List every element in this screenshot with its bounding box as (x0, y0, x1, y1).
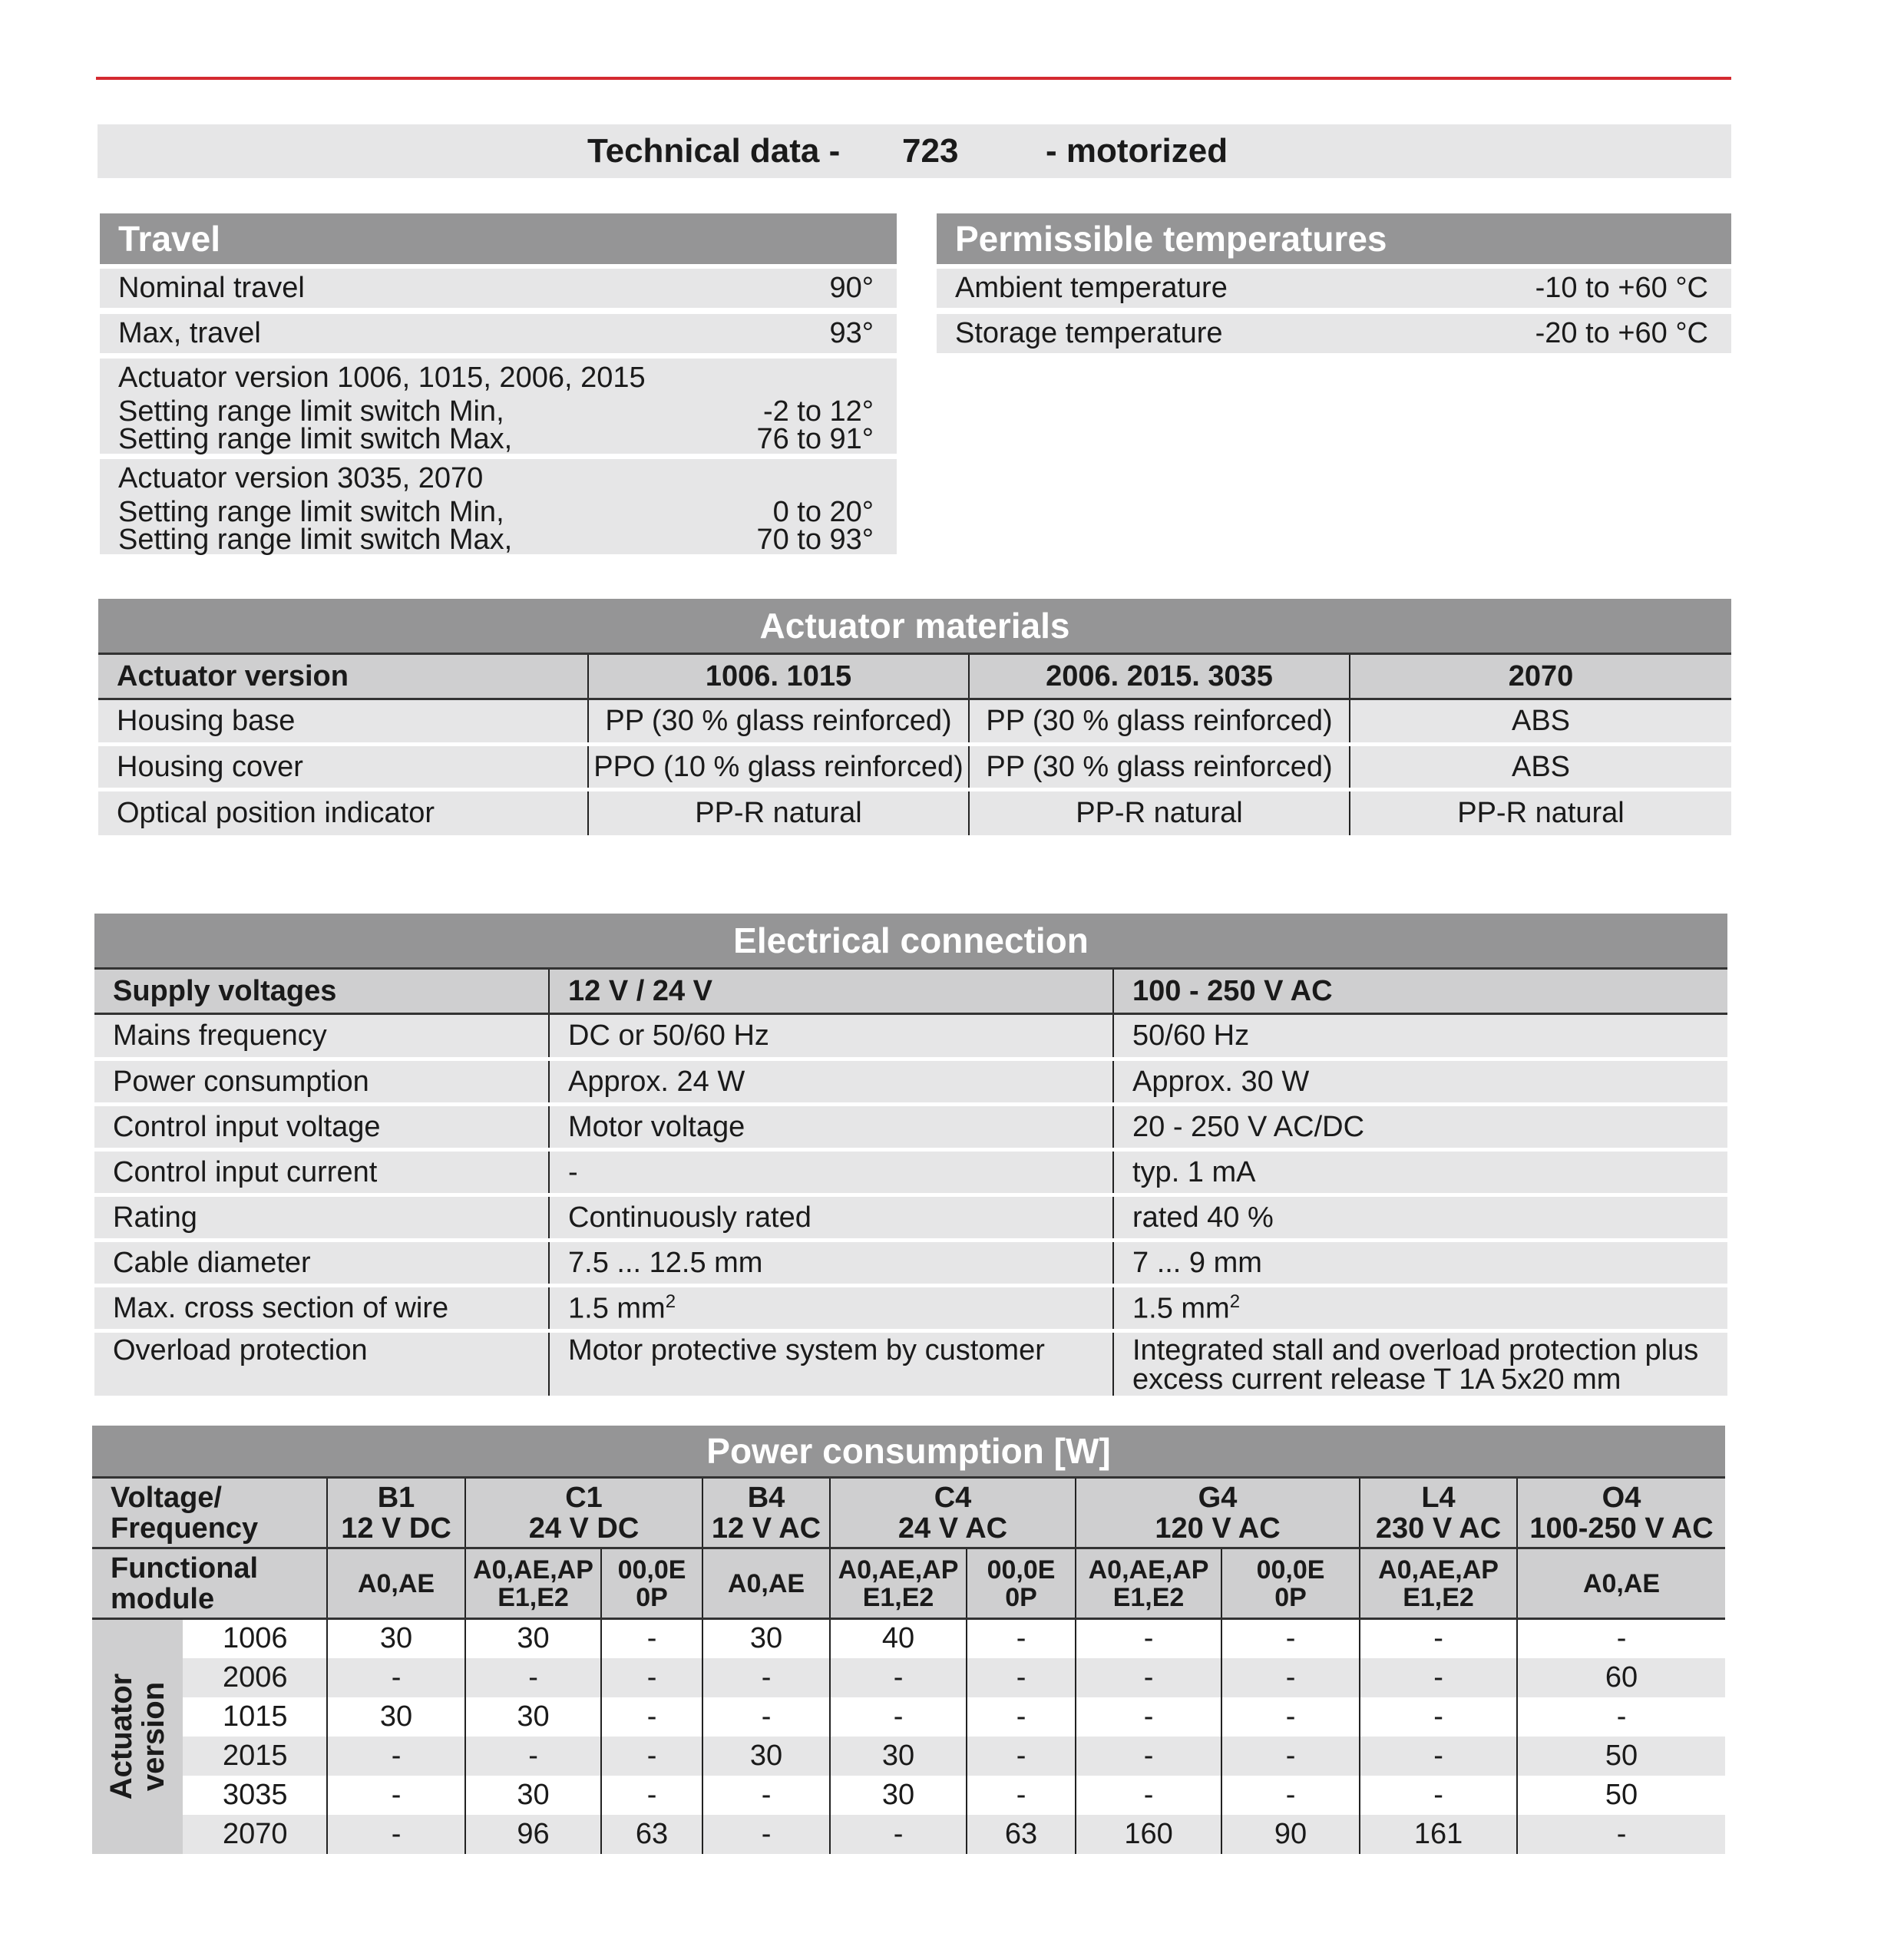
electrical-cell: 20 - 250 V AC/DC (1113, 1105, 1727, 1150)
travel-group-2-max-value: 70 to 93° (756, 524, 874, 556)
materials-cell: PP-R natural (588, 790, 969, 835)
travel-group-1-heading: Actuator version 1006, 1015, 2006, 2015 (118, 362, 646, 394)
power-cell: 90 (1221, 1815, 1360, 1854)
voltage-group-header: C1 24 V DC (465, 1478, 702, 1548)
temperature-storage-label: Storage temperature (955, 317, 1223, 349)
power-cell: - (601, 1737, 702, 1776)
temperature-ambient-label: Ambient temperature (955, 272, 1228, 304)
power-cell: 96 (465, 1815, 601, 1854)
electrical-cell: Overload protection (94, 1331, 549, 1396)
power-cell: 160 (1076, 1815, 1221, 1854)
power-cell: - (967, 1776, 1076, 1815)
materials-cell: ABS (1350, 745, 1731, 790)
power-cell: 30 (702, 1737, 830, 1776)
power-cell: - (1076, 1737, 1221, 1776)
voltage-group-header: B4 12 V AC (702, 1478, 830, 1548)
materials-row (98, 790, 1731, 835)
module-header: 00,0E 0P (967, 1548, 1076, 1619)
temperature-row-storage (937, 314, 1731, 353)
power-data-row (92, 1697, 1725, 1737)
power-cell: 40 (830, 1619, 967, 1658)
electrical-section (94, 914, 1727, 1396)
module-header: A0,AE (327, 1548, 465, 1619)
electrical-cell (549, 1286, 1113, 1331)
electrical-cell: Power consumption (94, 1059, 549, 1105)
power-row-version: 1006 (183, 1619, 327, 1658)
power-table (92, 1476, 1725, 1854)
power-data-row (92, 1776, 1725, 1815)
voltage-group-header: C4 24 V AC (830, 1478, 1076, 1548)
travel-nominal-row (100, 269, 897, 308)
electrical-header-cell: 12 V / 24 V (549, 969, 1113, 1014)
travel-max-row (100, 314, 897, 353)
power-cell: - (1076, 1619, 1221, 1658)
travel-group-1-min-value: -2 to 12° (762, 395, 874, 428)
electrical-cell: 7 ... 9 mm (1113, 1241, 1727, 1286)
power-cell: - (601, 1619, 702, 1658)
power-cell: - (1360, 1658, 1517, 1697)
electrical-row (94, 1150, 1727, 1195)
power-cell: 30 (327, 1697, 465, 1737)
materials-header-cell: Actuator version (98, 654, 588, 699)
power-cell: 30 (465, 1697, 601, 1737)
power-data-row (92, 1619, 1725, 1658)
temperature-ambient-value: -10 to +60 °C (1535, 272, 1708, 304)
power-cell: - (1360, 1619, 1517, 1658)
materials-cell: PP (30 % glass reinforced) (588, 699, 969, 745)
voltage-group-header: G4 120 V AC (1076, 1478, 1360, 1548)
materials-cell: Optical position indicator (98, 790, 588, 835)
travel-group-2-min-value: 0 to 20° (772, 496, 874, 528)
electrical-row-wire (94, 1286, 1727, 1331)
power-data-row (92, 1815, 1725, 1854)
travel-title: Travel (100, 213, 897, 264)
power-cell: - (1076, 1658, 1221, 1697)
power-row-version: 3035 (183, 1776, 327, 1815)
power-cell: - (1360, 1737, 1517, 1776)
travel-group-2-heading: Actuator version 3035, 2070 (118, 462, 484, 494)
travel-group-2-min-label: Setting range limit switch Min, (118, 496, 504, 528)
module-header: A0,AE (702, 1548, 830, 1619)
travel-max-label: Max, travel (118, 317, 261, 349)
power-section (92, 1426, 1725, 1854)
travel-group-2 (100, 459, 897, 554)
power-cell: - (601, 1658, 702, 1697)
power-cell: - (465, 1658, 601, 1697)
electrical-cell: DC or 50/60 Hz (549, 1014, 1113, 1059)
voltage-frequency-label: Voltage/ Frequency (92, 1478, 327, 1548)
functional-module-label: Functional module (92, 1548, 327, 1619)
module-header: A0,AE (1517, 1548, 1725, 1619)
temperatures-title: Permissible temperatures (937, 213, 1731, 264)
voltage-group-header: O4 100-250 V AC (1517, 1478, 1725, 1548)
power-cell: - (1517, 1619, 1725, 1658)
module-header: 00,0E 0P (1221, 1548, 1360, 1619)
materials-section (98, 599, 1731, 835)
power-cell: 50 (1517, 1737, 1725, 1776)
power-cell: 60 (1517, 1658, 1725, 1697)
power-cell: 30 (465, 1776, 601, 1815)
power-cell: - (1221, 1697, 1360, 1737)
electrical-cell: Rating (94, 1195, 549, 1241)
electrical-cell (1113, 1331, 1727, 1396)
power-cell: - (967, 1697, 1076, 1737)
electrical-row (94, 1014, 1727, 1059)
electrical-cell: Continuously rated (549, 1195, 1113, 1241)
power-row-version: 2006 (183, 1658, 327, 1697)
overload-line: Integrated stall and overload protection plus (1132, 1334, 1699, 1366)
electrical-header-cell: Supply voltages (94, 969, 549, 1014)
materials-cell: PP-R natural (969, 790, 1350, 835)
power-cell: - (967, 1658, 1076, 1697)
page-title-suffix: - motorized (1046, 132, 1228, 170)
power-cell: - (1360, 1776, 1517, 1815)
power-cell: - (702, 1776, 830, 1815)
travel-group-1-max-value: 76 to 91° (756, 423, 874, 455)
voltage-group-header: B1 12 V DC (327, 1478, 465, 1548)
power-cell: - (830, 1697, 967, 1737)
materials-cell: PP (30 % glass reinforced) (969, 745, 1350, 790)
materials-row (98, 745, 1731, 790)
electrical-row (94, 1241, 1727, 1286)
temperature-storage-value: -20 to +60 °C (1535, 317, 1708, 349)
wire-superscript: 2 (665, 1290, 676, 1312)
power-cell: 30 (465, 1619, 601, 1658)
materials-title: Actuator materials (98, 599, 1731, 653)
power-cell: - (1221, 1776, 1360, 1815)
electrical-row (94, 1059, 1727, 1105)
travel-nominal-value: 90° (829, 272, 874, 304)
electrical-cell: Motor voltage (549, 1105, 1113, 1150)
power-cell: 30 (327, 1619, 465, 1658)
travel-group-1 (100, 359, 897, 454)
power-cell: 63 (601, 1815, 702, 1854)
power-data-row (92, 1658, 1725, 1697)
materials-cell: PP-R natural (1350, 790, 1731, 835)
module-header: A0,AE,AP E1,E2 (1360, 1548, 1517, 1619)
power-cell: - (830, 1658, 967, 1697)
temperatures-panel (937, 213, 1731, 353)
electrical-cell (1113, 1286, 1727, 1331)
power-cell: 50 (1517, 1776, 1725, 1815)
electrical-table (94, 967, 1727, 1396)
power-cell: 63 (967, 1815, 1076, 1854)
header-rule (96, 77, 1731, 80)
electrical-title: Electrical connection (94, 914, 1727, 967)
electrical-cell: 7.5 ... 12.5 mm (549, 1241, 1113, 1286)
materials-header-row (98, 654, 1731, 699)
materials-header-cell: 2070 (1350, 654, 1731, 699)
electrical-cell: Control input current (94, 1150, 549, 1195)
power-title: Power consumption [W] (92, 1426, 1725, 1476)
materials-row (98, 699, 1731, 745)
electrical-cell: Max. cross section of wire (94, 1286, 549, 1331)
power-cell: - (601, 1697, 702, 1737)
materials-cell: PP (30 % glass reinforced) (969, 699, 1350, 745)
electrical-cell: typ. 1 mA (1113, 1150, 1727, 1195)
power-cell: - (1221, 1658, 1360, 1697)
power-cell: - (967, 1737, 1076, 1776)
travel-panel (100, 213, 897, 554)
wire-value: 1.5 mm (1132, 1292, 1230, 1325)
travel-nominal-label: Nominal travel (118, 272, 305, 304)
electrical-row-overload (94, 1331, 1727, 1396)
travel-group-1-min-label: Setting range limit switch Min, (118, 395, 504, 428)
power-cell: - (1517, 1697, 1725, 1737)
power-cell: - (830, 1815, 967, 1854)
power-cell: - (1221, 1619, 1360, 1658)
page-title-bar (98, 124, 1731, 178)
wire-superscript: 2 (1229, 1290, 1241, 1312)
power-cell: - (1076, 1776, 1221, 1815)
power-cell: - (702, 1815, 830, 1854)
module-header: A0,AE,AP E1,E2 (465, 1548, 601, 1619)
electrical-cell: Approx. 24 W (549, 1059, 1113, 1105)
page-title-prefix: Technical data - (587, 132, 841, 170)
electrical-cell: rated 40 % (1113, 1195, 1727, 1241)
power-cell: - (702, 1658, 830, 1697)
power-cell: - (1221, 1737, 1360, 1776)
materials-cell: Housing cover (98, 745, 588, 790)
travel-group-1-max-label: Setting range limit switch Max, (118, 423, 513, 455)
power-cell: - (465, 1737, 601, 1776)
power-module-row (92, 1548, 1725, 1619)
materials-cell: Housing base (98, 699, 588, 745)
travel-group-2-max-label: Setting range limit switch Max, (118, 524, 513, 556)
wire-value: 1.5 mm (568, 1292, 666, 1325)
overload-line: excess current release T 1A 5x20 mm (1132, 1363, 1621, 1396)
electrical-cell: Approx. 30 W (1113, 1059, 1727, 1105)
electrical-cell: Control input voltage (94, 1105, 549, 1150)
module-header: A0,AE,AP E1,E2 (1076, 1548, 1221, 1619)
module-header: 00,0E 0P (601, 1548, 702, 1619)
electrical-row (94, 1105, 1727, 1150)
power-voltage-row (92, 1478, 1725, 1548)
electrical-cell: Cable diameter (94, 1241, 549, 1286)
power-cell: 30 (830, 1776, 967, 1815)
electrical-cell: Motor protective system by customer (549, 1331, 1113, 1396)
materials-table (98, 653, 1731, 835)
electrical-header-cell: 100 - 250 V AC (1113, 969, 1727, 1014)
voltage-group-header: L4 230 V AC (1360, 1478, 1517, 1548)
electrical-cell: 50/60 Hz (1113, 1014, 1727, 1059)
power-cell: - (967, 1619, 1076, 1658)
electrical-header-row (94, 969, 1727, 1014)
power-cell: - (1076, 1697, 1221, 1737)
power-cell: 30 (830, 1737, 967, 1776)
electrical-cell: Mains frequency (94, 1014, 549, 1059)
temperature-row-ambient (937, 269, 1731, 308)
electrical-row (94, 1195, 1727, 1241)
power-data-row (92, 1737, 1725, 1776)
power-cell: - (1517, 1815, 1725, 1854)
actuator-version-side-label: Actuator version (92, 1619, 183, 1854)
materials-header-cell: 1006. 1015 (588, 654, 969, 699)
travel-max-value: 93° (829, 317, 874, 349)
power-cell: - (327, 1815, 465, 1854)
power-cell: - (327, 1658, 465, 1697)
power-cell: 30 (702, 1619, 830, 1658)
power-row-version: 2015 (183, 1737, 327, 1776)
power-row-version: 1015 (183, 1697, 327, 1737)
power-row-version: 2070 (183, 1815, 327, 1854)
power-cell: - (327, 1737, 465, 1776)
power-cell: - (327, 1776, 465, 1815)
materials-header-cell: 2006. 2015. 3035 (969, 654, 1350, 699)
page-title-model: 723 (902, 132, 959, 170)
materials-cell: ABS (1350, 699, 1731, 745)
module-header: A0,AE,AP E1,E2 (830, 1548, 967, 1619)
materials-cell: PPO (10 % glass reinforced) (588, 745, 969, 790)
electrical-cell: - (549, 1150, 1113, 1195)
power-cell: - (1360, 1697, 1517, 1737)
power-cell: - (702, 1697, 830, 1737)
power-cell: - (601, 1776, 702, 1815)
power-cell: 161 (1360, 1815, 1517, 1854)
